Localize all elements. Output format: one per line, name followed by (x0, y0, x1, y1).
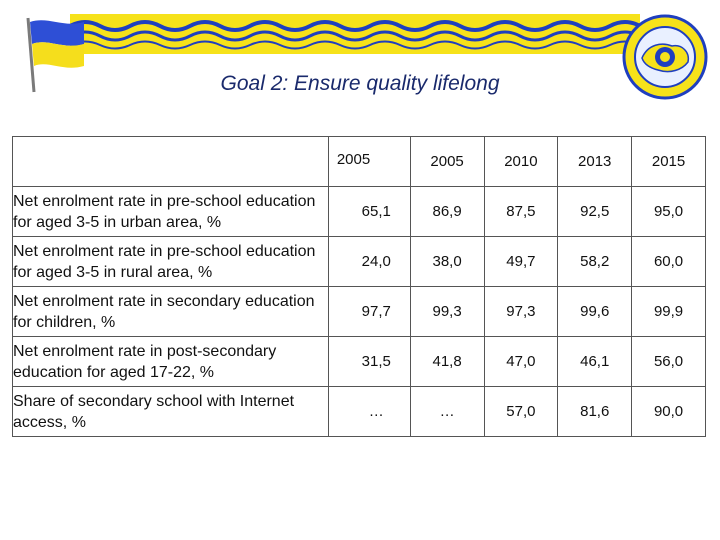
table-cell: 49,7 (484, 237, 558, 287)
year-header: 2005 (410, 137, 484, 187)
slide-title: Goal 2: Ensure quality lifelong (220, 72, 500, 95)
table-cell: 46,1 (558, 337, 632, 387)
table-cell: 60,0 (632, 237, 706, 287)
year-header: 2005 (328, 137, 410, 187)
wave-banner (70, 14, 640, 54)
row-label: Net enrolment rate in pre-school education for aged 3-5 in rural area, % (13, 237, 329, 287)
year-header: 2015 (632, 137, 706, 187)
table-cell: 58,2 (558, 237, 632, 287)
year-header: 2010 (484, 137, 558, 187)
table-cell: 57,0 (484, 387, 558, 437)
table-cell: … (410, 387, 484, 437)
table-cell: 99,6 (558, 287, 632, 337)
table-cell: 99,3 (410, 287, 484, 337)
table-cell: 56,0 (632, 337, 706, 387)
table-row (13, 287, 706, 337)
table-cell: 99,9 (632, 287, 706, 337)
table-cell: 41,8 (410, 337, 484, 387)
row-label: Net enrolment rate in pre-school education for aged 3-5 in urban area, % (13, 187, 329, 237)
table-cell: 95,0 (632, 187, 706, 237)
table-cell: 65,1 (328, 187, 410, 237)
table-cell: 81,6 (558, 387, 632, 437)
table-row (13, 337, 706, 387)
table-cell: 38,0 (410, 237, 484, 287)
table-cell: 24,0 (328, 237, 410, 287)
education-table (12, 136, 706, 437)
table-row (13, 237, 706, 287)
table-row (13, 187, 706, 237)
table-row (13, 387, 706, 437)
table-cell: 86,9 (410, 187, 484, 237)
row-label: Net enrolment rate in secondary education for children, % (13, 287, 329, 337)
table-header-row (13, 137, 706, 187)
table-cell: 47,0 (484, 337, 558, 387)
table-cell: … (328, 387, 410, 437)
row-label: Net enrolment rate in post-secondary education for aged 17-22, % (13, 337, 329, 387)
row-label: Share of secondary school with Internet access, % (13, 387, 329, 437)
header-blank-cell (13, 137, 329, 187)
table-cell: 31,5 (328, 337, 410, 387)
table-cell: 90,0 (632, 387, 706, 437)
year-header: 2013 (558, 137, 632, 187)
table-cell: 97,3 (484, 287, 558, 337)
table-cell: 87,5 (484, 187, 558, 237)
table-cell: 97,7 (328, 287, 410, 337)
table-cell: 92,5 (558, 187, 632, 237)
